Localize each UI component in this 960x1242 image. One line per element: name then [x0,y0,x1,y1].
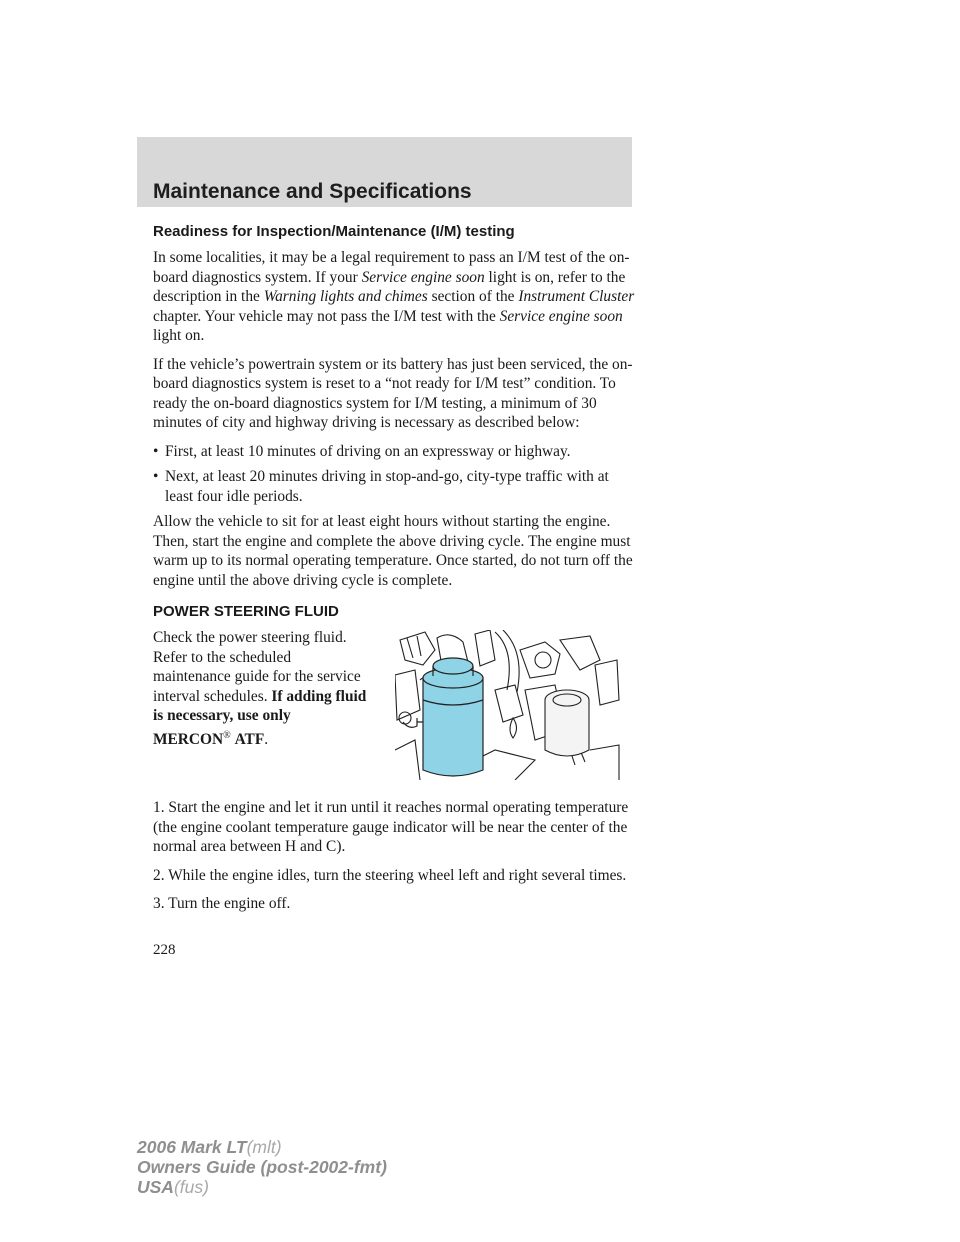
text-run: light is on, refer to the description in the [153,268,626,305]
hose [495,630,519,692]
text-run: light on. [153,327,205,344]
steps-list [153,798,638,914]
footer-code: (mlt) [246,1137,282,1157]
footer-line-3 [137,1177,387,1197]
step-3: 3. Turn the engine off. [153,895,291,912]
page-number: 228 [153,942,176,958]
italic-term: Service engine soon [499,307,623,325]
im-heading: Readiness for Inspection/Maintenance (I/M) testing [153,223,515,240]
bold-note: If adding fluid is necessary, use only MERCON [153,687,367,748]
engine-part [475,630,495,666]
engine-part [395,740,420,780]
step-1: 1. Start the engine and let it run until it reaches normal operating temperature (the engine coolant temperature gauge indicator will be near the center of the normal area between H and C). [153,799,629,855]
ps-paragraph [153,628,368,780]
engine-part [590,745,619,780]
italic-term: Service engine soon [361,268,485,286]
engine-part [535,652,551,668]
ps-heading: POWER STEERING FLUID [153,603,339,620]
bullet-icon: • [153,442,159,460]
footer-market: USA [137,1177,174,1197]
im-paragraph-3: Allow the vehicle to sit for at least eight hours without starting the engine. Then, start the engine and complete the above driving cycle. The engine must warm up to its normal operating temperature. Once started, do not turn off the engine until the above driving cycle is complete. [153,513,633,589]
reservoir-outlet [403,718,423,727]
italic-term: Warning lights and chimes [263,288,428,305]
footer-line-2: Owners Guide (post-2002-fmt) [137,1157,387,1177]
engine-part [560,636,600,670]
list-item-text: Next, at least 20 minutes driving in stop-and-go, city-type traffic with at least four idle periods. [165,468,609,505]
bold-note: ATF [234,730,265,748]
text-run: chapter. Your vehicle may not pass the I/M test with the [153,307,500,325]
step-2: 2. While the engine idles, turn the steering wheel left and right several times. [153,866,627,884]
content [153,222,638,923]
engine-part [520,642,560,678]
text-run: Check the power steering fluid. Refer to the scheduled maintenance guide for the service interval schedules. [153,629,361,705]
engine-part [495,685,523,722]
text-run: . [264,730,269,748]
footer-line-1 [137,1137,387,1157]
engine-illustration [395,630,620,780]
engine-part [407,636,421,658]
dipstick-loop [510,718,517,738]
text-run: section of the [427,288,519,305]
list-item-text: First, at least 10 minutes of driving on an expressway or highway. [165,442,571,460]
text-run: In some localities, it may be a legal requirement to pass an I/M test of the on-board diagnostics system. If your [153,249,630,286]
im-paragraph-1 [153,248,638,346]
footer-model: 2006 Mark LT [137,1137,247,1157]
im-paragraph-2: If the vehicle’s powertrain system or its battery has just been serviced, the on-board diagnostics system is reset to a “not ready for I/M test” condition. To ready the on-board diagnostics system for I/M testing, a minimum of 30 minutes of city and highway driving is necessary as described below: [153,355,633,431]
italic-term: Instrument Cluster [518,288,635,305]
list-item [153,442,638,462]
registered-mark: ® [223,729,231,741]
footer-code: (fus) [173,1177,209,1197]
power-steering-reservoir [403,658,483,776]
page-title: Maintenance and Specifications [153,180,472,203]
engine-part [595,660,619,705]
footer [137,1137,387,1197]
reservoir-cap [433,658,473,674]
reservoir-body [423,678,483,776]
bullet-icon: • [153,468,159,485]
coolant-reservoir [545,700,589,756]
list-item [153,467,638,506]
ps-row [153,628,638,780]
